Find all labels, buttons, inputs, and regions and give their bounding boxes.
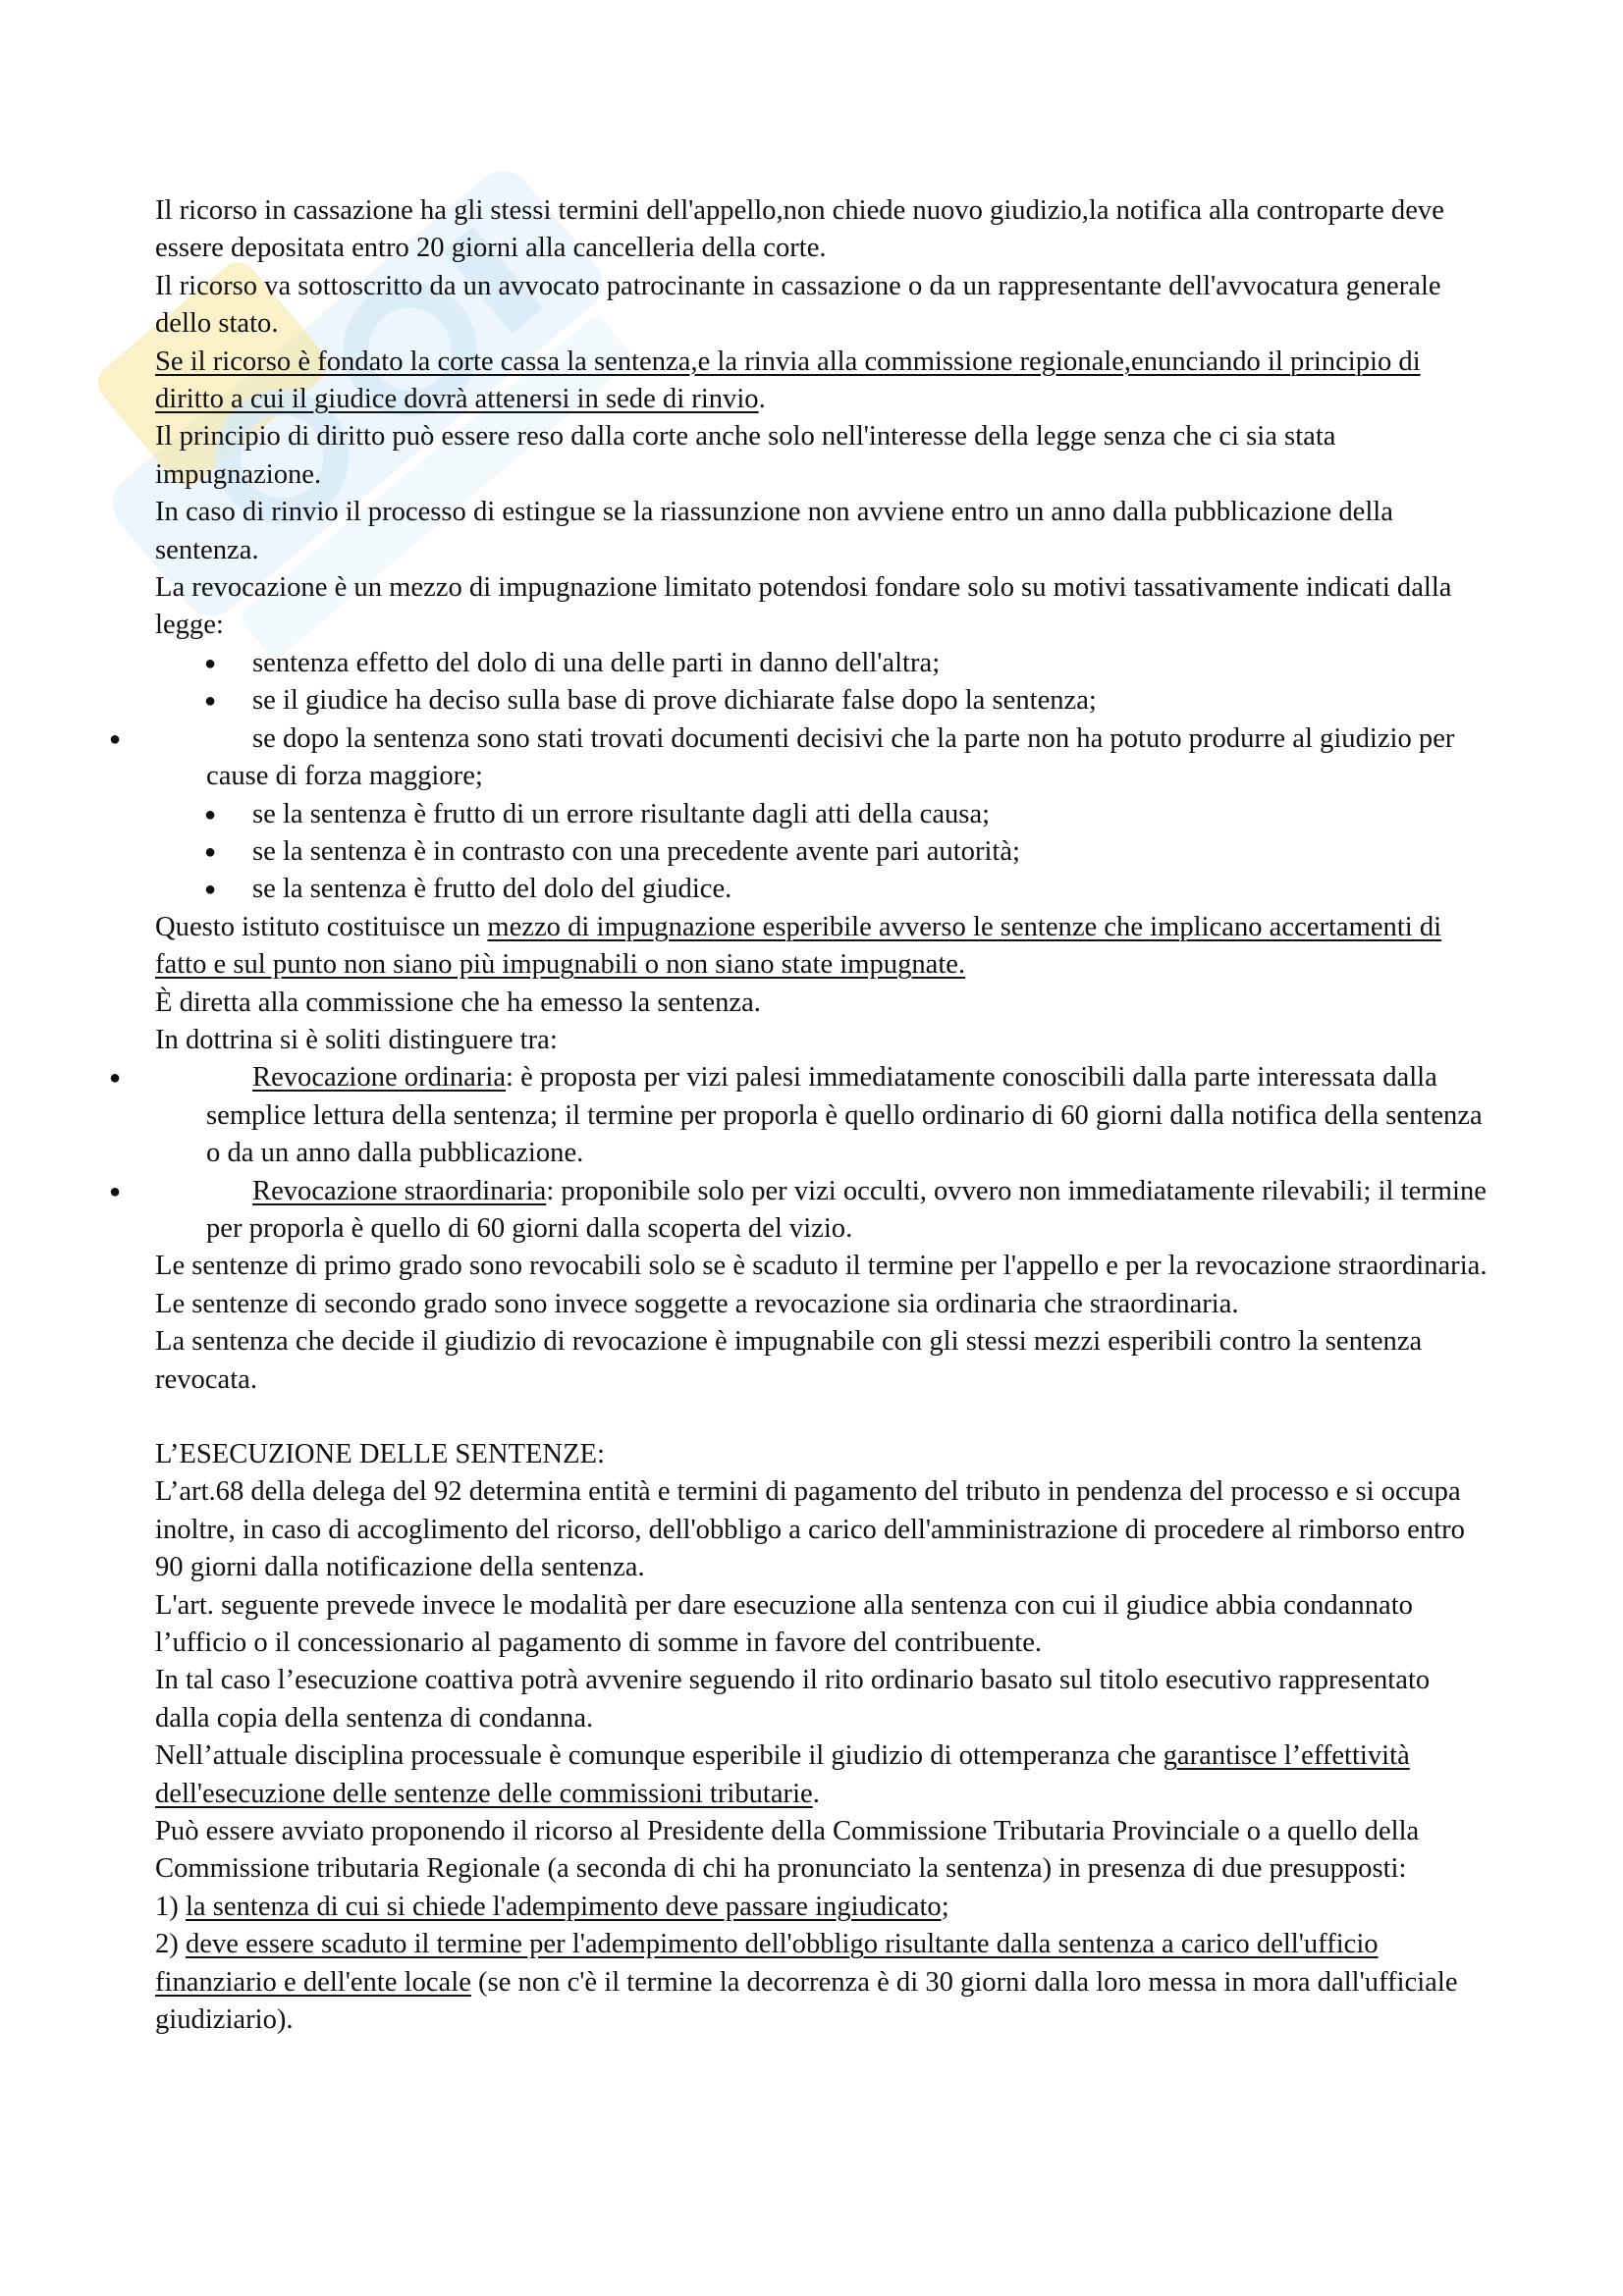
- numbered-item: 1) la sentenza di cui si chiede l'adempimento deve passare ingiudicato;: [155, 1891, 949, 1922]
- paragraph: In caso di rinvio il processo di estingue se la riassunzione non avviene entro un anno dalla pubblicazione della sentenza.: [155, 497, 1393, 565]
- paragraph: Se il ricorso è fondato la corte cassa la sentenza,e la rinvia alla commissione regionale,enunciando il principio di diritto a cui il giudice dovrà attenersi in sede di rinvio.: [155, 346, 1421, 415]
- document-page: [109, 192, 1490, 2040]
- paragraph: L'art. seguente prevede invece le modalità per dare esecuzione alla sentenza con cui il giudice abbia condannato l’ufficio o il concessionario al pagamento di somme in favore del contribuente.: [155, 1589, 1413, 1659]
- term: Revocazione ordinaria: [252, 1062, 507, 1094]
- list-item: ● se dopo la sentenza sono stati trovati documenti decisivi che la parte non ha potuto produrre al giudizio per cause di forza maggiore;: [155, 721, 1490, 796]
- list-item: ● se la sentenza è frutto del dolo del giudice.: [155, 871, 1490, 908]
- paragraph: La sentenza che decide il giudizio di revocazione è impugnabile con gli stessi mezzi esperibili contro la sentenza revocata.: [155, 1326, 1423, 1395]
- section-heading: L’ESECUZIONE DELLE SENTENZE:: [155, 1439, 605, 1469]
- list-item: ● sentenza effetto del dolo di una delle parti in danno dell'altra;: [155, 645, 1490, 682]
- paragraph: Questo istituto costituisce un mezzo di impugnazione esperibile avverso le sentenze che implicano accertamenti di fatto e sul punto non siano più impugnabili o non siano state impugnate.: [155, 911, 1442, 981]
- paragraph: In tal caso l’esecuzione coattiva potrà avvenire seguendo il rito ordinario basato sul titolo esecutivo rappresentato dalla copia della sentenza di condanna.: [155, 1665, 1431, 1734]
- paragraph: La revocazione è un mezzo di impugnazione limitato potendosi fondare solo su motivi tassativamente indicati dalla legge:: [155, 572, 1452, 641]
- bullet-icon: ●: [204, 652, 217, 674]
- bullet-icon: ●: [204, 690, 217, 713]
- list-item: ● Revocazione ordinaria: è proposta per vizi palesi immediatamente conoscibili dalla parte interessata dalla semplice lettura della sentenza; il termine per proporla è quello ordinario di 60 giorni dalla notifica della sentenza o da un anno dalla pubblicazione.: [155, 1059, 1490, 1172]
- underlined-text: mezzo di impugnazione esperibile avverso le sentenze che implicano accertamenti di fatto e sul punto non siano più impugnabili o non siano state impugnate.: [155, 911, 1442, 981]
- bullet-icon: ●: [204, 803, 217, 826]
- paragraph: In dottrina si è soliti distinguere tra:: [155, 1024, 558, 1055]
- bullet-icon: ●: [109, 1067, 122, 1090]
- paragraph: Nell’attuale disciplina processuale è comunque esperibile il giudizio di ottemperanza che garantisce l’effettività dell'esecuzione delle sentenze delle commissioni tributarie.: [155, 1740, 1410, 1809]
- underlined-text: deve essere scaduto il termine per l'adempimento dell'obbligo risultante dalla sentenza a carico dell'ufficio finanziario e dell'ente locale: [155, 1929, 1379, 1998]
- paragraph: L’art.68 della delega del 92 determina entità e termini di pagamento del tributo in pendenza del processo e si occupa inoltre, in caso di accoglimento del ricorso, dell'obbligo a carico dell'amministrazione di procedere al rimborso entro 90 giorni dalla notificazione della sentenza.: [155, 1476, 1465, 1583]
- spacer: [155, 1399, 1490, 1436]
- underlined-text: la sentenza di cui si chiede l'adempimento deve passare ingiudicato: [185, 1891, 942, 1922]
- paragraph: È diretta alla commissione che ha emesso la sentenza.: [155, 987, 761, 1018]
- bullet-icon: ●: [204, 840, 217, 863]
- numbered-item: 2) deve essere scaduto il termine per l'adempimento dell'obbligo risultante dalla sentenza a carico dell'ufficio finanziario e dell'ente locale (se non c'è il termine la decorrenza è di 30 giorni dalla loro messa in mora dall'ufficiale giudiziario).: [155, 1929, 1458, 2036]
- paragraph: Le sentenze di primo grado sono revocabili solo se è scaduto il termine per l'appello e per la revocazione straordinaria. Le sentenze di secondo grado sono invece soggette a revocazione sia ordinaria che straordinaria.: [155, 1251, 1488, 1319]
- paragraph: Può essere avviato proponendo il ricorso al Presidente della Commissione Tributaria Provinciale o a quello della Commissione tributaria Regionale (a seconda di chi ha pronunciato la sentenza) in presenza di due presupposti:: [155, 1816, 1420, 1885]
- paragraph: Il principio di diritto può essere reso dalla corte anche solo nell'interesse della legge senza che ci sia stata impugnazione.: [155, 421, 1336, 490]
- list-item: ● se la sentenza è in contrasto con una precedente avente pari autorità;: [155, 833, 1490, 871]
- paragraph: Il ricorso va sottoscritto da un avvocato patrocinante in cassazione o da un rappresentante dell'avvocatura generale dello stato.: [155, 270, 1441, 340]
- bullet-icon: ●: [109, 727, 122, 750]
- underlined-text: Se il ricorso è fondato la corte cassa la sentenza,e la rinvia alla commissione regionale,enunciando il principio di diritto a cui il giudice dovrà attenersi in sede di rinvio: [155, 346, 1421, 415]
- list-item: ● Revocazione straordinaria: proponibile solo per vizi occulti, ovvero non immediatamente rilevabili; il termine per proporla è quello di 60 giorni dalla scoperta del vizio.: [155, 1173, 1490, 1249]
- underlined-text: garantisce l’effettività dell'esecuzione delle sentenze delle commissioni tributarie: [155, 1740, 1410, 1809]
- term: Revocazione straordinaria: [252, 1175, 547, 1206]
- list-item: ● se la sentenza è frutto di un errore risultante dagli atti della causa;: [155, 796, 1490, 833]
- bullet-icon: ●: [109, 1180, 122, 1202]
- paragraph: Il ricorso in cassazione ha gli stessi termini dell'appello,non chiede nuovo giudizio,la notifica alla controparte deve essere depositata entro 20 giorni alla cancelleria della corte.: [155, 195, 1444, 264]
- list-item: ● se il giudice ha deciso sulla base di prove dichiarate false dopo la sentenza;: [155, 682, 1490, 720]
- bullet-icon: ●: [204, 879, 217, 901]
